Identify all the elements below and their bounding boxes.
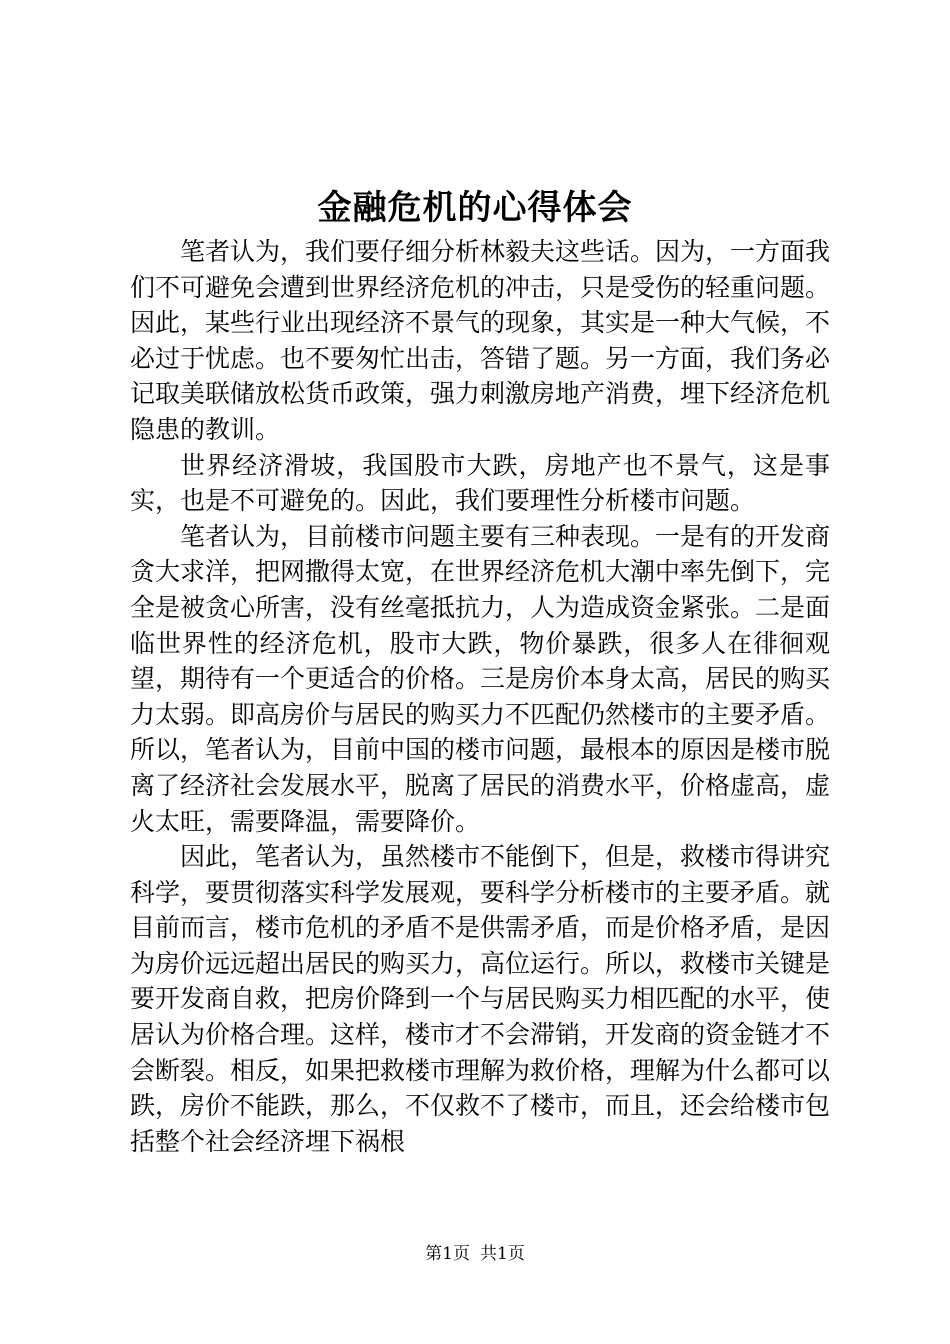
page-footer	[0, 1242, 950, 1266]
paragraph-4: 因此，笔者认为，虽然楼市不能倒下，但是，救楼市得讲究科学，要贯彻落实科学发展观，要科学分析楼市的主要矛盾。就目前而言，楼市危机的矛盾不是供需矛盾，而是价格矛盾，是因为房价远远超出居民的购买力，高位运行。所以，救楼市关键是要开发商自救，把房价降到一个与居民购买力相匹配的水平，使居认为价格合理。这样，楼市才不会滞销，开发商的资金链才不会断裂。相反，如果把救楼市理解为救价格，理解为什么都可以跌，房价不能跌，那么，不仅救不了楼市，而且，还会给楼市包括整个社会经济埋下祸根	[130, 842, 831, 1156]
document-body	[130, 234, 830, 1159]
document-title: 金融危机的心得体会	[317, 188, 633, 228]
page-number-current: 第1页	[425, 1244, 470, 1264]
paragraph-1: 笔者认为，我们要仔细分析林毅夫这些话。因为，一方面我们不可避免会遭到世界经济危机的冲击，只是受伤的轻重问题。因此，某些行业出现经济不景气的现象，其实是一种大气候，不必过于忧虑。也不要匆忙出击，答错了题。另一方面，我们务必记取美联储放松货币政策，强力刺激房地产消费，埋下经济危机隐患的教训。	[130, 237, 831, 444]
paragraph-2: 世界经济滑坡，我国股市大跌，房地产也不景气，这是事实，也是不可避免的。因此，我们要理性分析楼市问题。	[130, 450, 830, 516]
page-number-total: 共1页	[480, 1244, 525, 1264]
paragraph-3: 笔者认为，目前楼市问题主要有三种表现。一是有的开发商贪大求洋，把网撒得太宽，在世界经济危机大潮中率先倒下，完全是被贪心所害，没有丝毫抵抗力，人为造成资金紧张。二是面临世界性的经济危机，股市大跌，物价暴跌，很多人在徘徊观望，期待有一个更适合的价格。三是房价本身太高，居民的购买力太弱。即高房价与居民的购买力不匹配仍然楼市的主要矛盾。所以，笔者认为，目前中国的楼市问题，最根本的原因是楼市脱离了经济社会发展水平，脱离了居民的消费水平，价格虚高，虚火太旺，需要降温，需要降价。	[130, 521, 831, 836]
